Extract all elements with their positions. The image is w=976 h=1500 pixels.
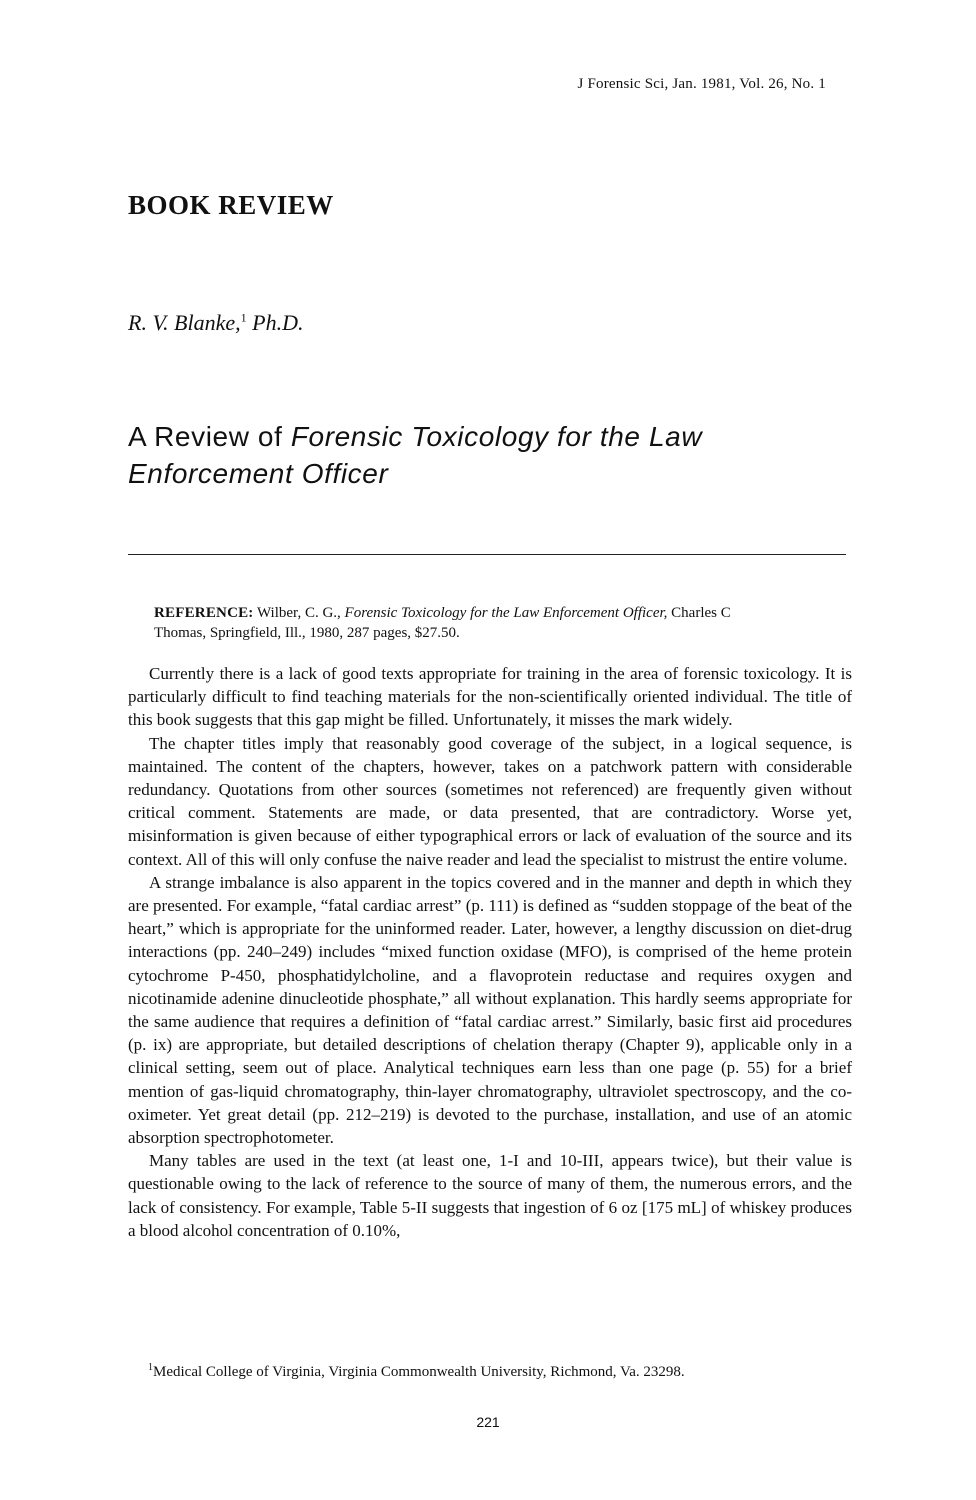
paragraph: The chapter titles imply that reasonably good coverage of the subject, in a logical sequence, is maintained. The content of the chapters, however, takes on a patchwork pattern with considerable redundancy. Quotations from other sources (sometimes not referenced) are frequently given without critical comment. Statements are made, or data presented, that are contradictory. Worse yet, misinformation is given because of either typographical errors or lack of evaluation of the source and its context. All of this will only confuse the naive reader and lead the specialist to mistrust the entire volume. (128, 733, 852, 869)
paragraph: Currently there is a lack of good texts appropriate for training in the area of forensic toxicology. It is particularly difficult to find teaching materials for the non-scientifically oriented individual. The title of this book suggests that this gap might be filled. Unfortunately, it misses the mark widely. (128, 664, 852, 730)
page-number: 221 (476, 1414, 500, 1430)
footnote-text: Medical College of Virginia, Virginia Commonwealth University, Richmond, Va. 23298. (153, 1364, 685, 1380)
author-footnote-mark: 1 (240, 310, 247, 325)
reference-publisher-1: Charles C (667, 605, 731, 621)
author-line (128, 310, 303, 336)
title-prefix: A Review of (128, 421, 291, 452)
paragraph: A strange imbalance is also apparent in the topics covered and in the manner and depth in which they are presented. For example, “fatal cardiac arrest” (p. 111) is defined as “sudden stoppage of the beat of the heart,” which is appropriate for the uninformed reader. Later, however, a lengthy discussion on diet-drug interactions (pp. 240–249) includes “mixed function oxidase (MFO), is comprised of the heme protein cytochrome P-450, phosphatidylcholine, and a flavoprotein reductase and requires oxygen and nicotinamide adenine dinucleotide phosphate,” all without explanation. This hardly seems appropriate for the same audience that requires a definition of “fatal cardiac arrest.” Similarly, basic first aid procedures (p. ix) are appropriate, but detailed descriptions of chelation therapy (Chapter 9), applicable only in a clinical setting, seem out of place. Analytical techniques earn less than one page (p. 55) for a brief mention of gas-liquid chromatography, thin-layer chromatography, ultraviolet spectroscopy, and the co-oximeter. Yet great detail (pp. 212–219) is devoted to the purchase, installation, and use of an atomic absorption spectrophotometer. (128, 872, 852, 1148)
review-body (128, 662, 852, 1242)
title-book-line2: Enforcement Officer (128, 458, 389, 489)
footnote (148, 1362, 848, 1381)
section-heading: BOOK REVIEW (128, 190, 334, 220)
author-degree: Ph.D. (252, 310, 304, 335)
paragraph: Many tables are used in the text (at least one, 1-I and 10-III, appears twice), but their value is questionable owing to the lack of reference to the source of many of them, the numerous errors, and the lack of consistency. For example, Table 5-II suggests that ingestion of 6 oz [175 mL] of whiskey produces a blood alcohol concentration of 0.10%, (128, 1151, 852, 1240)
title-divider (128, 554, 846, 555)
reference-label: REFERENCE: (154, 605, 254, 621)
reference-authors: Wilber, C. G., (253, 605, 345, 621)
journal-citation: J Forensic Sci, Jan. 1981, Vol. 26, No. 1 (577, 76, 826, 92)
article-title (128, 418, 848, 492)
reference-publisher-2: Thomas, Springfield, Ill., 1980, 287 pages, $27.50. (154, 625, 460, 641)
reference-book-title: Forensic Toxicology for the Law Enforcement Officer, (344, 605, 668, 621)
author-name: R. V. Blanke, (128, 310, 241, 335)
reference-block (154, 603, 834, 643)
title-book-line1: Forensic Toxicology for the Law (290, 421, 703, 452)
footnote-mark: 1 (148, 1362, 153, 1373)
